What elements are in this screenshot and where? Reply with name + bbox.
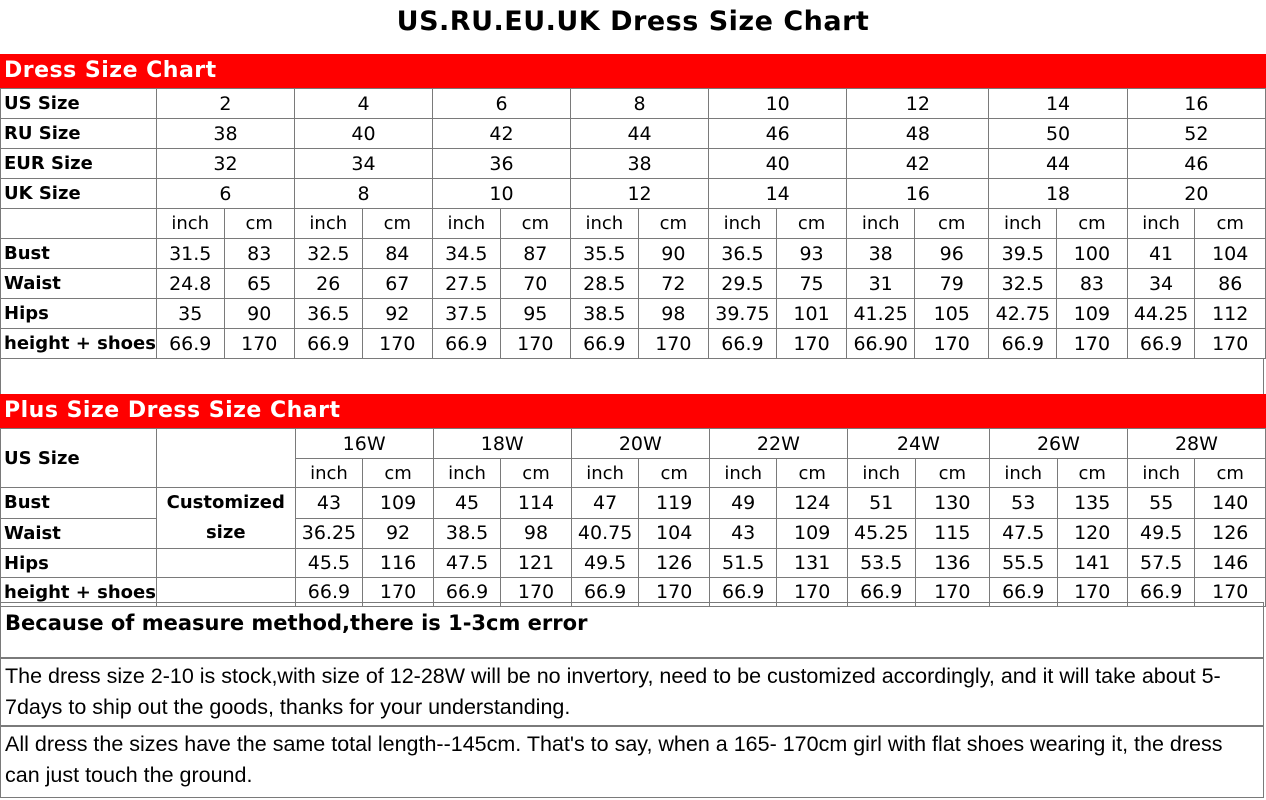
measure-value-cell: 104 <box>639 518 709 549</box>
measure-value-cell: 114 <box>501 488 571 519</box>
unit-inch-cell: inch <box>709 459 777 488</box>
customized-label: Customized <box>166 492 285 513</box>
plus-measure-row <box>1 488 1266 519</box>
unit-inch-cell: inch <box>295 459 363 488</box>
measure-value-cell: 100 <box>1057 239 1127 269</box>
measure-value-cell: 35 <box>156 299 224 329</box>
measure-value-cell: 49.5 <box>1127 518 1195 549</box>
measure-value-cell: 140 <box>1195 488 1266 519</box>
measure-value-cell: 45.5 <box>295 549 363 578</box>
measure-value-cell: 28.5 <box>571 269 639 299</box>
measure-value-cell: 37.5 <box>433 299 501 329</box>
size-value-cell: 42 <box>433 119 571 149</box>
measure-value-cell: 170 <box>776 329 846 359</box>
size-row <box>1 89 1266 119</box>
size-value-cell: 46 <box>709 119 847 149</box>
size-value-cell: 18 <box>989 179 1127 209</box>
plus-size-table <box>0 428 1266 607</box>
measure-value-cell: 170 <box>915 329 989 359</box>
size-value-cell: 42 <box>847 149 989 179</box>
measure-value-cell: 66.9 <box>295 578 363 607</box>
dress-size-table <box>0 88 1266 359</box>
measure-value-cell: 124 <box>777 488 847 519</box>
measure-value-cell: 170 <box>1057 329 1127 359</box>
measure-row <box>1 329 1266 359</box>
measure-value-cell: 66.9 <box>571 578 639 607</box>
measure-value-cell: 95 <box>500 299 570 329</box>
measure-value-cell: 66.9 <box>709 578 777 607</box>
measure-value-cell: 66.9 <box>433 578 501 607</box>
measure-value-cell: 135 <box>1057 488 1127 519</box>
measure-value-cell: 104 <box>1195 239 1266 269</box>
plus-size-chart-banner: Plus Size Dress Size Chart <box>0 394 1266 428</box>
blank-cell <box>156 429 295 488</box>
measure-row-label: Bust <box>1 239 157 269</box>
measure-value-cell: 170 <box>501 578 571 607</box>
size-row <box>1 149 1266 179</box>
measure-value-cell: 55.5 <box>989 549 1057 578</box>
measure-value-cell: 27.5 <box>433 269 501 299</box>
unit-inch-cell: inch <box>1127 459 1195 488</box>
measure-value-cell: 93 <box>776 239 846 269</box>
measure-value-cell: 66.90 <box>847 329 915 359</box>
measure-value-cell: 98 <box>501 518 571 549</box>
measure-value-cell: 43 <box>295 488 363 519</box>
measure-value-cell: 170 <box>915 578 989 607</box>
unit-cm-cell: cm <box>363 459 433 488</box>
measure-row <box>1 239 1266 269</box>
unit-inch-cell: inch <box>989 459 1057 488</box>
measure-value-cell: 35.5 <box>571 239 639 269</box>
measure-value-cell: 72 <box>638 269 708 299</box>
measure-row <box>1 269 1266 299</box>
size-row <box>1 179 1266 209</box>
measure-value-cell: 90 <box>224 299 294 329</box>
size-row-label: EUR Size <box>1 149 157 179</box>
unit-cm-cell: cm <box>500 209 570 239</box>
size-value-cell: 6 <box>433 89 571 119</box>
stock-note-box <box>0 657 1264 727</box>
blank-cell <box>1 209 157 239</box>
size-value-cell: 8 <box>294 179 432 209</box>
measure-value-cell: 45.25 <box>847 518 915 549</box>
measure-value-cell: 36.25 <box>295 518 363 549</box>
measure-value-cell: 130 <box>915 488 989 519</box>
unit-row <box>1 209 1266 239</box>
measure-row <box>1 299 1266 329</box>
measure-value-cell: 109 <box>1057 299 1127 329</box>
measure-value-cell: 47 <box>571 488 639 519</box>
size-row-label: RU Size <box>1 119 157 149</box>
measure-value-cell: 47.5 <box>433 549 501 578</box>
measure-value-cell: 36.5 <box>709 239 777 269</box>
length-note-box <box>0 725 1264 798</box>
measure-value-cell: 34.5 <box>433 239 501 269</box>
measure-value-cell: 84 <box>362 239 432 269</box>
page-title: US.RU.EU.UK Dress Size Chart <box>396 6 870 37</box>
unit-inch-cell: inch <box>709 209 777 239</box>
plus-size-cell: 16W <box>295 429 433 459</box>
unit-inch-cell: inch <box>156 209 224 239</box>
measure-value-cell: 42.75 <box>989 299 1057 329</box>
size-value-cell: 40 <box>709 149 847 179</box>
measure-value-cell: 105 <box>915 299 989 329</box>
length-note: All dress the sizes have the same total length--145cm. That's to say, when a 165- 170cm girl with flat shoes wearing it, the dress can just touch the ground. <box>5 732 1223 787</box>
measure-value-cell: 66.9 <box>989 578 1057 607</box>
measure-value-cell: 66.9 <box>294 329 362 359</box>
unit-cm-cell: cm <box>776 209 846 239</box>
measure-value-cell: 98 <box>638 299 708 329</box>
measure-error-note: Because of measure method,there is 1-3cm error <box>5 611 588 635</box>
customized-size-cell <box>156 488 295 549</box>
measure-value-cell: 44.25 <box>1127 299 1195 329</box>
unit-inch-cell: inch <box>571 459 639 488</box>
size-row-label: UK Size <box>1 179 157 209</box>
measure-value-cell: 146 <box>1195 549 1266 578</box>
measure-value-cell: 53 <box>989 488 1057 519</box>
measure-value-cell: 75 <box>776 269 846 299</box>
size-value-cell: 38 <box>156 119 294 149</box>
size-value-cell: 34 <box>294 149 432 179</box>
measure-row-label: Hips <box>1 299 157 329</box>
unit-cm-cell: cm <box>362 209 432 239</box>
unit-cm-cell: cm <box>638 209 708 239</box>
measure-value-cell: 66.9 <box>989 329 1057 359</box>
plus-size-cell: 18W <box>433 429 571 459</box>
measure-value-cell: 49 <box>709 488 777 519</box>
measure-value-cell: 92 <box>362 299 432 329</box>
size-value-cell: 32 <box>156 149 294 179</box>
measure-value-cell: 70 <box>500 269 570 299</box>
size-value-cell: 20 <box>1127 179 1265 209</box>
measure-value-cell: 170 <box>362 329 432 359</box>
plus-size-cell: 22W <box>709 429 847 459</box>
measure-value-cell: 170 <box>500 329 570 359</box>
measure-value-cell: 109 <box>777 518 847 549</box>
measure-value-cell: 119 <box>639 488 709 519</box>
measure-value-cell: 170 <box>1195 578 1266 607</box>
unit-cm-cell: cm <box>915 209 989 239</box>
measure-value-cell: 170 <box>224 329 294 359</box>
measure-value-cell: 38.5 <box>433 518 501 549</box>
measure-value-cell: 131 <box>777 549 847 578</box>
unit-cm-cell: cm <box>915 459 989 488</box>
size-value-cell: 36 <box>433 149 571 179</box>
measure-value-cell: 120 <box>1057 518 1127 549</box>
size-value-cell: 46 <box>1127 149 1265 179</box>
measure-value-cell: 96 <box>915 239 989 269</box>
measure-row-label: height + shoes <box>1 329 157 359</box>
measure-value-cell: 51 <box>847 488 915 519</box>
measure-value-cell: 109 <box>363 488 433 519</box>
measure-value-cell: 40.75 <box>571 518 639 549</box>
measure-value-cell: 136 <box>915 549 989 578</box>
measure-value-cell: 126 <box>639 549 709 578</box>
measure-value-cell: 170 <box>363 578 433 607</box>
measure-value-cell: 41 <box>1127 239 1195 269</box>
unit-inch-cell: inch <box>847 459 915 488</box>
measure-value-cell: 66.9 <box>1127 578 1195 607</box>
unit-cm-cell: cm <box>224 209 294 239</box>
measure-value-cell: 66.9 <box>1127 329 1195 359</box>
measure-value-cell: 65 <box>224 269 294 299</box>
unit-inch-cell: inch <box>989 209 1057 239</box>
measure-value-cell: 47.5 <box>989 518 1057 549</box>
unit-cm-cell: cm <box>1195 459 1266 488</box>
measure-error-note-box <box>0 602 1264 659</box>
size-value-cell: 6 <box>156 179 294 209</box>
size-value-cell: 16 <box>1127 89 1265 119</box>
blank-cell <box>156 549 295 578</box>
measure-value-cell: 101 <box>776 299 846 329</box>
size-value-cell: 44 <box>989 149 1127 179</box>
measure-row-label: height + shoes <box>1 578 157 607</box>
size-row-label: US Size <box>1 89 157 119</box>
measure-value-cell: 66.9 <box>433 329 501 359</box>
unit-cm-cell: cm <box>1195 209 1266 239</box>
measure-value-cell: 141 <box>1057 549 1127 578</box>
us-size-label: US Size <box>1 429 157 488</box>
measure-value-cell: 83 <box>1057 269 1127 299</box>
size-value-cell: 44 <box>571 119 709 149</box>
plus-size-cell: 24W <box>847 429 989 459</box>
unit-inch-cell: inch <box>571 209 639 239</box>
measure-value-cell: 49.5 <box>571 549 639 578</box>
measure-value-cell: 66.9 <box>571 329 639 359</box>
measure-value-cell: 87 <box>500 239 570 269</box>
unit-cm-cell: cm <box>639 459 709 488</box>
measure-value-cell: 57.5 <box>1127 549 1195 578</box>
measure-value-cell: 36.5 <box>294 299 362 329</box>
unit-cm-cell: cm <box>1057 459 1127 488</box>
size-value-cell: 10 <box>433 179 571 209</box>
measure-value-cell: 31 <box>847 269 915 299</box>
size-label: size <box>205 522 246 543</box>
plus-size-cell: 28W <box>1127 429 1265 459</box>
unit-inch-cell: inch <box>433 459 501 488</box>
unit-cm-cell: cm <box>777 459 847 488</box>
measure-value-cell: 39.75 <box>709 299 777 329</box>
measure-value-cell: 39.5 <box>989 239 1057 269</box>
unit-inch-cell: inch <box>847 209 915 239</box>
measure-value-cell: 115 <box>915 518 989 549</box>
measure-value-cell: 31.5 <box>156 239 224 269</box>
measure-value-cell: 170 <box>777 578 847 607</box>
measure-value-cell: 53.5 <box>847 549 915 578</box>
measure-value-cell: 112 <box>1195 299 1266 329</box>
plus-size-cell: 20W <box>571 429 709 459</box>
measure-value-cell: 170 <box>638 329 708 359</box>
measure-value-cell: 66.9 <box>709 329 777 359</box>
measure-value-cell: 55 <box>1127 488 1195 519</box>
unit-cm-cell: cm <box>1057 209 1127 239</box>
measure-value-cell: 66.9 <box>847 578 915 607</box>
measure-value-cell: 34 <box>1127 269 1195 299</box>
size-value-cell: 14 <box>989 89 1127 119</box>
measure-value-cell: 51.5 <box>709 549 777 578</box>
size-value-cell: 38 <box>571 149 709 179</box>
measure-value-cell: 170 <box>1195 329 1266 359</box>
size-row <box>1 119 1266 149</box>
measure-value-cell: 24.8 <box>156 269 224 299</box>
size-value-cell: 50 <box>989 119 1127 149</box>
size-value-cell: 52 <box>1127 119 1265 149</box>
size-value-cell: 10 <box>709 89 847 119</box>
size-value-cell: 8 <box>571 89 709 119</box>
size-value-cell: 14 <box>709 179 847 209</box>
unit-inch-cell: inch <box>294 209 362 239</box>
measure-row-label: Waist <box>1 269 157 299</box>
unit-inch-cell: inch <box>1127 209 1195 239</box>
plus-measure-row <box>1 549 1266 578</box>
plus-size-cell: 26W <box>989 429 1127 459</box>
size-value-cell: 40 <box>294 119 432 149</box>
measure-value-cell: 45 <box>433 488 501 519</box>
measure-value-cell: 38 <box>847 239 915 269</box>
measure-value-cell: 116 <box>363 549 433 578</box>
measure-value-cell: 170 <box>639 578 709 607</box>
measure-value-cell: 32.5 <box>989 269 1057 299</box>
measure-row-label: Hips <box>1 549 157 578</box>
measure-value-cell: 170 <box>1057 578 1127 607</box>
unit-inch-cell: inch <box>433 209 501 239</box>
measure-value-cell: 126 <box>1195 518 1266 549</box>
measure-value-cell: 86 <box>1195 269 1266 299</box>
plus-size-header-row <box>1 429 1266 459</box>
measure-value-cell: 66.9 <box>156 329 224 359</box>
size-value-cell: 2 <box>156 89 294 119</box>
measure-row-label: Waist <box>1 518 157 549</box>
size-value-cell: 16 <box>847 179 989 209</box>
measure-value-cell: 121 <box>501 549 571 578</box>
measure-value-cell: 41.25 <box>847 299 915 329</box>
measure-value-cell: 29.5 <box>709 269 777 299</box>
unit-cm-cell: cm <box>501 459 571 488</box>
size-value-cell: 4 <box>294 89 432 119</box>
measure-value-cell: 38.5 <box>571 299 639 329</box>
measure-value-cell: 90 <box>638 239 708 269</box>
size-value-cell: 12 <box>847 89 989 119</box>
measure-value-cell: 26 <box>294 269 362 299</box>
spacer-row <box>0 359 1264 394</box>
measure-row-label: Bust <box>1 488 157 519</box>
measure-value-cell: 83 <box>224 239 294 269</box>
size-value-cell: 48 <box>847 119 989 149</box>
size-value-cell: 12 <box>571 179 709 209</box>
dress-size-chart-banner: Dress Size Chart <box>0 54 1266 88</box>
stock-note: The dress size 2-10 is stock,with size of 12-28W will be no invertory, need to be customized accordingly, and it will take about 5-7days to ship out the goods, thanks for your understanding. <box>5 664 1221 719</box>
measure-value-cell: 67 <box>362 269 432 299</box>
measure-value-cell: 92 <box>363 518 433 549</box>
measure-value-cell: 79 <box>915 269 989 299</box>
measure-value-cell: 32.5 <box>294 239 362 269</box>
measure-value-cell: 43 <box>709 518 777 549</box>
